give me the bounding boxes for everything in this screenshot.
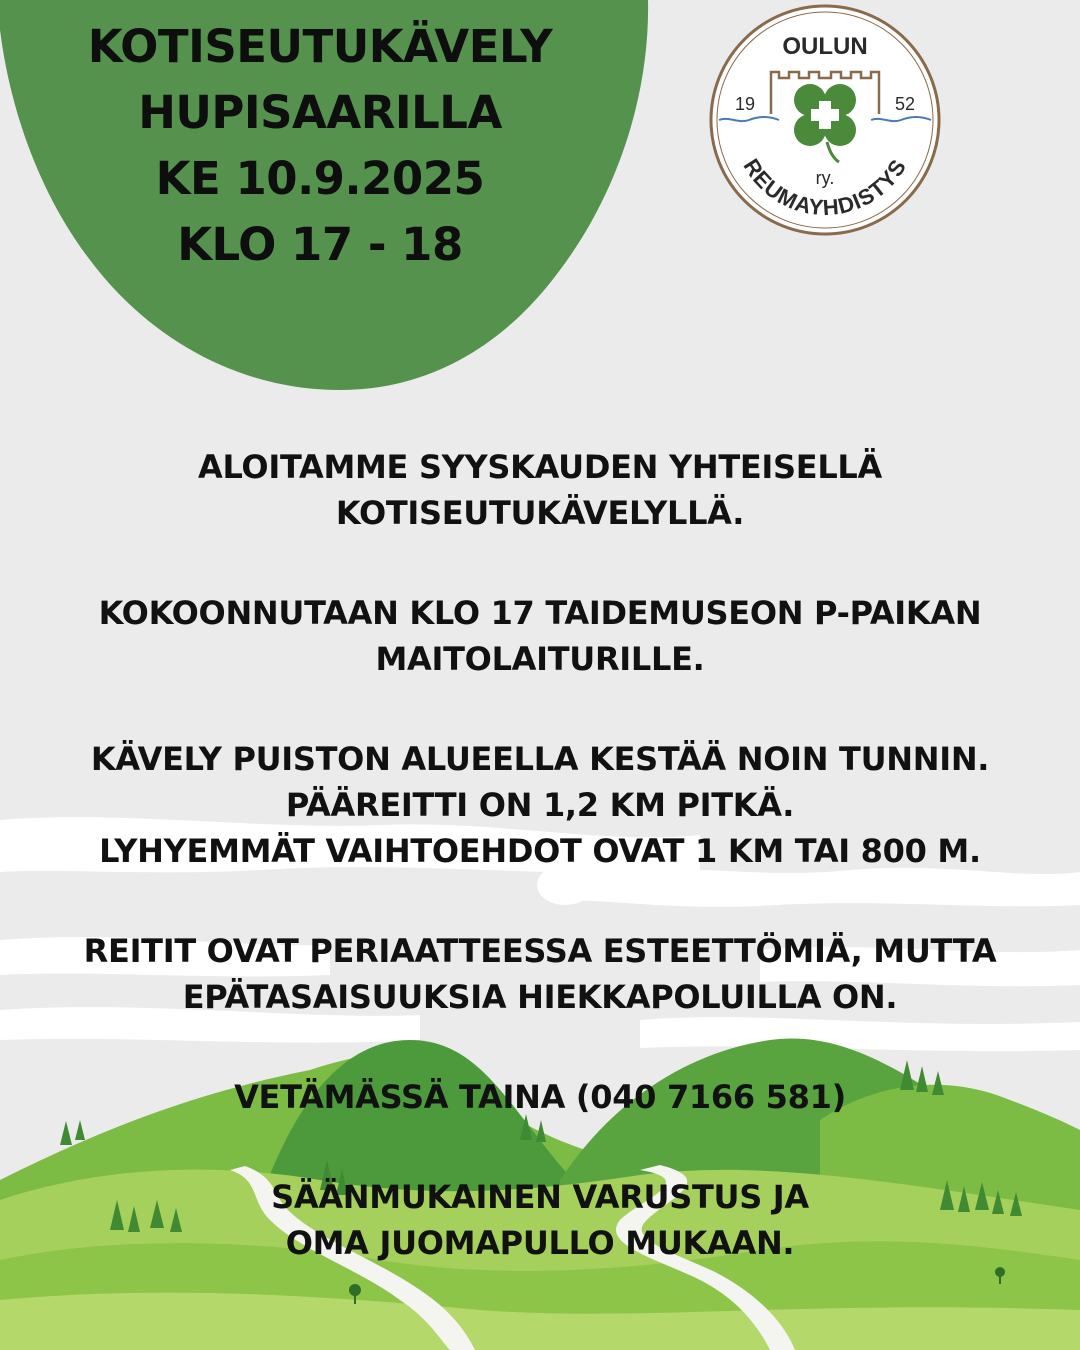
paragraph-route-length: KÄVELY PUISTON ALUEELLA KESTÄÄ NOIN TUNNIN. PÄÄREITTI ON 1,2 KM PITKÄ. LYHYEMMÄT VAIHTOEHDOT OVAT 1 KM TAI 800 M.	[90, 740, 990, 870]
logo-suffix: ry.	[815, 168, 835, 188]
logo-year-right: 52	[894, 94, 916, 114]
paragraph-equipment: SÄÄNMUKAINEN VARUSTUS JA OMA JUOMAPULLO MUKAAN.	[271, 1178, 809, 1262]
title-line-3: KE 10.9.2025	[155, 152, 485, 205]
paragraph-leader: VETÄMÄSSÄ TAINA (040 7166 581)	[234, 1078, 846, 1116]
reumayhdistys-logo	[707, 2, 943, 238]
logo-year-left: 19	[734, 94, 756, 114]
paragraph-meeting-point: KOKOONNUTAAN KLO 17 TAIDEMUSEON P-PAIKAN MAITOLAITURILLE.	[98, 594, 982, 678]
logo-top-text: OULUN	[782, 33, 868, 60]
event-description	[40, 444, 1040, 1320]
paragraph-accessibility: REITIT OVAT PERIAATTEESSA ESTEETTÖMIÄ, MUTTA EPÄTASAISUUKSIA HIEKKAPOLUILLA ON.	[83, 932, 997, 1016]
paragraph-intro: ALOITAMME SYYSKAUDEN YHTEISELLÄ KOTISEUTUKÄVELYLLÄ.	[198, 448, 882, 532]
title-line-2: HUPISAARILLA	[138, 86, 502, 139]
event-title	[20, 14, 620, 278]
title-line-4: KLO 17 - 18	[177, 218, 463, 271]
logo-bottom-text: REUMAYHDISTYS	[738, 154, 912, 221]
title-line-1: KOTISEUTUKÄVELY	[87, 20, 553, 73]
